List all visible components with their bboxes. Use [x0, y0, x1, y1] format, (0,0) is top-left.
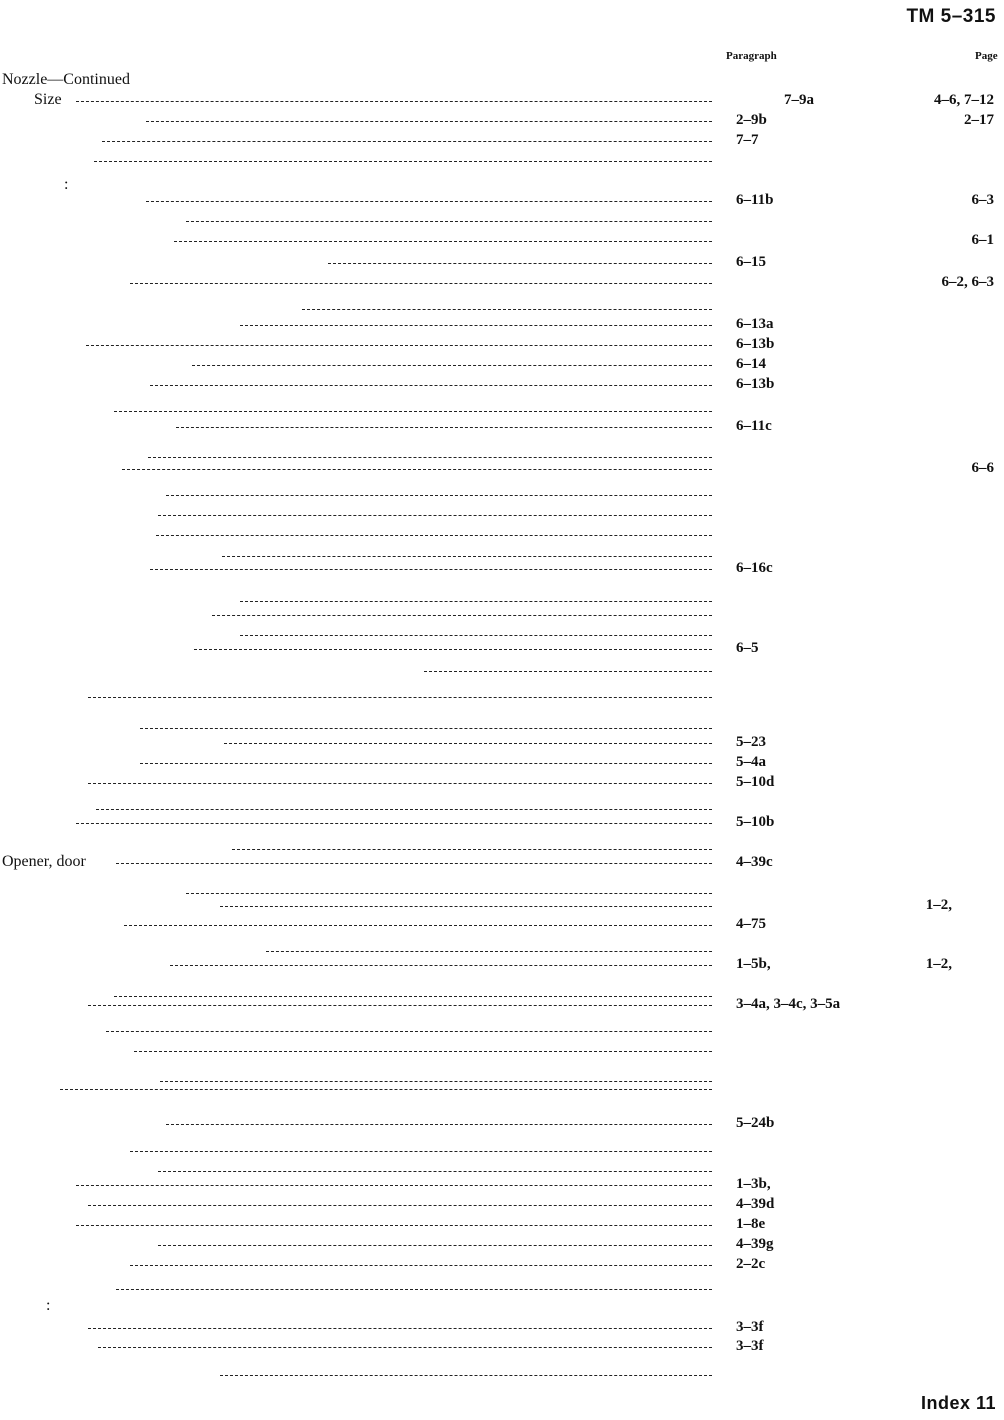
- dot-leader: [114, 411, 712, 412]
- dot-leader: [158, 515, 712, 516]
- paragraph-reference: 6–16c: [736, 560, 773, 576]
- dot-leader: [134, 1051, 712, 1052]
- dot-leader: [232, 849, 712, 850]
- paragraph-reference: 3–3f: [736, 1319, 764, 1335]
- paragraph-reference: 2–2c: [736, 1256, 766, 1272]
- index-entry: [0, 1078, 1004, 1098]
- index-entry: [0, 210, 1004, 230]
- index-entry: [0, 504, 1004, 524]
- dot-leader: [130, 1151, 712, 1152]
- index-entry: [0, 1174, 1004, 1194]
- paragraph-reference: 4–39g: [736, 1236, 774, 1252]
- dot-leader: [186, 221, 712, 222]
- dot-leader: [76, 1225, 712, 1226]
- dot-leader: [186, 893, 712, 894]
- paragraph-reference: 1–3b,: [736, 1176, 771, 1192]
- dot-leader: [88, 1328, 712, 1329]
- index-entry: [0, 524, 1004, 544]
- dot-leader: [224, 743, 712, 744]
- index-entry: [0, 374, 1004, 394]
- page-reference: 6–1: [971, 232, 994, 248]
- paragraph-reference: 6–13a: [736, 316, 774, 332]
- index-entry: [0, 1296, 1004, 1316]
- dot-leader: [76, 101, 712, 102]
- index-entry: [0, 1278, 1004, 1298]
- index-entry: [0, 90, 1004, 110]
- index-entry-label: :: [64, 176, 69, 193]
- index-entry: [0, 230, 1004, 250]
- dot-leader: [156, 535, 712, 536]
- index-entry: [0, 1254, 1004, 1274]
- index-entry-label: Size: [34, 91, 62, 108]
- paragraph-reference: 5–10d: [736, 774, 775, 790]
- page-reference: 6–3: [971, 192, 994, 208]
- document-id: TM 5–315: [906, 6, 996, 27]
- index-entry-label: :: [46, 1297, 51, 1314]
- index-entry: [0, 1140, 1004, 1160]
- dot-leader: [140, 763, 712, 764]
- dot-leader: [220, 1375, 712, 1376]
- index-entry: [0, 150, 1004, 170]
- index-entry: [0, 190, 1004, 210]
- paragraph-reference: 4–39c: [736, 854, 773, 870]
- page-footer-label: Index 11: [920, 1393, 996, 1413]
- paragraph-reference: 6–15: [736, 254, 766, 270]
- dot-leader: [176, 427, 712, 428]
- page-reference: 1–2,: [925, 897, 952, 913]
- index-entry: [0, 334, 1004, 354]
- index-entry: [0, 1214, 1004, 1234]
- page-reference: 4–6, 7–12: [934, 92, 994, 108]
- paragraph-reference: 7–7: [736, 132, 759, 148]
- dot-leader: [158, 1245, 712, 1246]
- paragraph-reference: 1–5b,: [736, 956, 771, 972]
- dot-leader: [212, 615, 712, 616]
- index-entry: [0, 914, 1004, 934]
- paragraph-reference: 2–9b: [736, 112, 767, 128]
- dot-leader: [122, 469, 712, 470]
- column-header-paragraph: Paragraph: [726, 50, 777, 62]
- dot-leader: [158, 1171, 712, 1172]
- index-entry: [0, 1020, 1004, 1040]
- index-entry: [0, 1040, 1004, 1060]
- dot-leader: [166, 1124, 712, 1125]
- dot-leader: [124, 925, 712, 926]
- index-entry: [0, 1317, 1004, 1337]
- dot-leader: [240, 325, 712, 326]
- column-header-page: Page: [975, 50, 998, 62]
- index-entry: [0, 484, 1004, 504]
- index-entry: [0, 686, 1004, 706]
- paragraph-reference: 5–10b: [736, 814, 775, 830]
- dot-leader: [88, 783, 712, 784]
- dot-leader: [146, 121, 712, 122]
- index-entry: [0, 272, 1004, 292]
- index-entry: [0, 416, 1004, 436]
- paragraph-reference: 6–5: [736, 640, 759, 656]
- paragraph-reference: 6–13b: [736, 376, 775, 392]
- dot-leader: [150, 385, 712, 386]
- paragraph-reference: 1–8e: [736, 1216, 766, 1232]
- index-entry: [0, 752, 1004, 772]
- index-entry: [0, 994, 1004, 1014]
- dot-leader: [170, 965, 712, 966]
- dot-leader: [98, 1347, 712, 1348]
- index-entry-label: Opener, door: [2, 853, 86, 870]
- dot-leader: [266, 951, 712, 952]
- paragraph-reference: 6–14: [736, 356, 766, 372]
- index-entry: [0, 558, 1004, 578]
- dot-leader: [130, 283, 712, 284]
- dot-leader: [94, 161, 712, 162]
- index-entry: [0, 1336, 1004, 1356]
- paragraph-reference: 6–13b: [736, 336, 775, 352]
- index-entry: [0, 954, 1004, 974]
- dot-leader: [116, 863, 712, 864]
- dot-leader: [192, 365, 712, 366]
- dot-leader: [240, 635, 712, 636]
- index-entry: [0, 314, 1004, 334]
- dot-leader: [106, 1031, 712, 1032]
- paragraph-reference: 6–11c: [736, 418, 772, 434]
- paragraph-reference: 5–23: [736, 734, 766, 750]
- dot-leader: [146, 201, 712, 202]
- index-entry: [0, 812, 1004, 832]
- paragraph-reference: 6–11b: [736, 192, 774, 208]
- index-entry: [0, 458, 1004, 478]
- dot-leader: [174, 241, 712, 242]
- dot-leader: [116, 1289, 712, 1290]
- page-reference: 6–2, 6–3: [941, 274, 994, 290]
- dot-leader: [328, 263, 712, 264]
- paragraph-reference: 3–3f: [736, 1338, 764, 1354]
- page-reference: 2–17: [964, 112, 994, 128]
- dot-leader: [60, 1089, 712, 1090]
- dot-leader: [166, 495, 712, 496]
- dot-leader: [76, 1185, 712, 1186]
- dot-leader: [302, 309, 712, 310]
- index-entry: [0, 70, 1004, 90]
- index-entry: [0, 852, 1004, 872]
- paragraph-reference: 3–4a, 3–4c, 3–5a: [736, 996, 841, 1012]
- index-entry: [0, 638, 1004, 658]
- index-entry: [0, 895, 1004, 915]
- index-entry: [0, 252, 1004, 272]
- index-entry: [0, 1234, 1004, 1254]
- dot-leader: [88, 1005, 712, 1006]
- index-entry: [0, 110, 1004, 130]
- index-entry: [0, 130, 1004, 150]
- index-entry: [0, 660, 1004, 680]
- index-entry: [0, 1113, 1004, 1133]
- dot-leader: [220, 906, 712, 907]
- dot-leader: [222, 556, 712, 557]
- dot-leader: [96, 809, 712, 810]
- dot-leader: [88, 697, 712, 698]
- paragraph-reference: 4–75: [736, 916, 766, 932]
- dot-leader: [194, 649, 712, 650]
- index-entry: [0, 1364, 1004, 1384]
- index-entry: [0, 1194, 1004, 1214]
- dot-leader: [150, 569, 712, 570]
- dot-leader: [130, 1265, 712, 1266]
- paragraph-reference: 4–39d: [736, 1196, 775, 1212]
- index-entry: [0, 354, 1004, 374]
- paragraph-reference: 5–4a: [736, 754, 766, 770]
- page-reference: 6–6: [971, 460, 994, 476]
- dot-leader: [86, 345, 712, 346]
- dot-leader: [140, 728, 712, 729]
- paragraph-reference: 7–9a: [784, 92, 814, 108]
- dot-leader: [102, 141, 712, 142]
- index-entry: [0, 772, 1004, 792]
- index-entry: [0, 732, 1004, 752]
- paragraph-reference: 5–24b: [736, 1115, 775, 1131]
- dot-leader: [76, 823, 712, 824]
- dot-leader: [424, 671, 712, 672]
- index-entry: [0, 604, 1004, 624]
- index-entry-label: Nozzle—Continued: [2, 71, 130, 88]
- dot-leader: [88, 1205, 712, 1206]
- dot-leader: [240, 601, 712, 602]
- page-reference: 1–2,: [925, 956, 952, 972]
